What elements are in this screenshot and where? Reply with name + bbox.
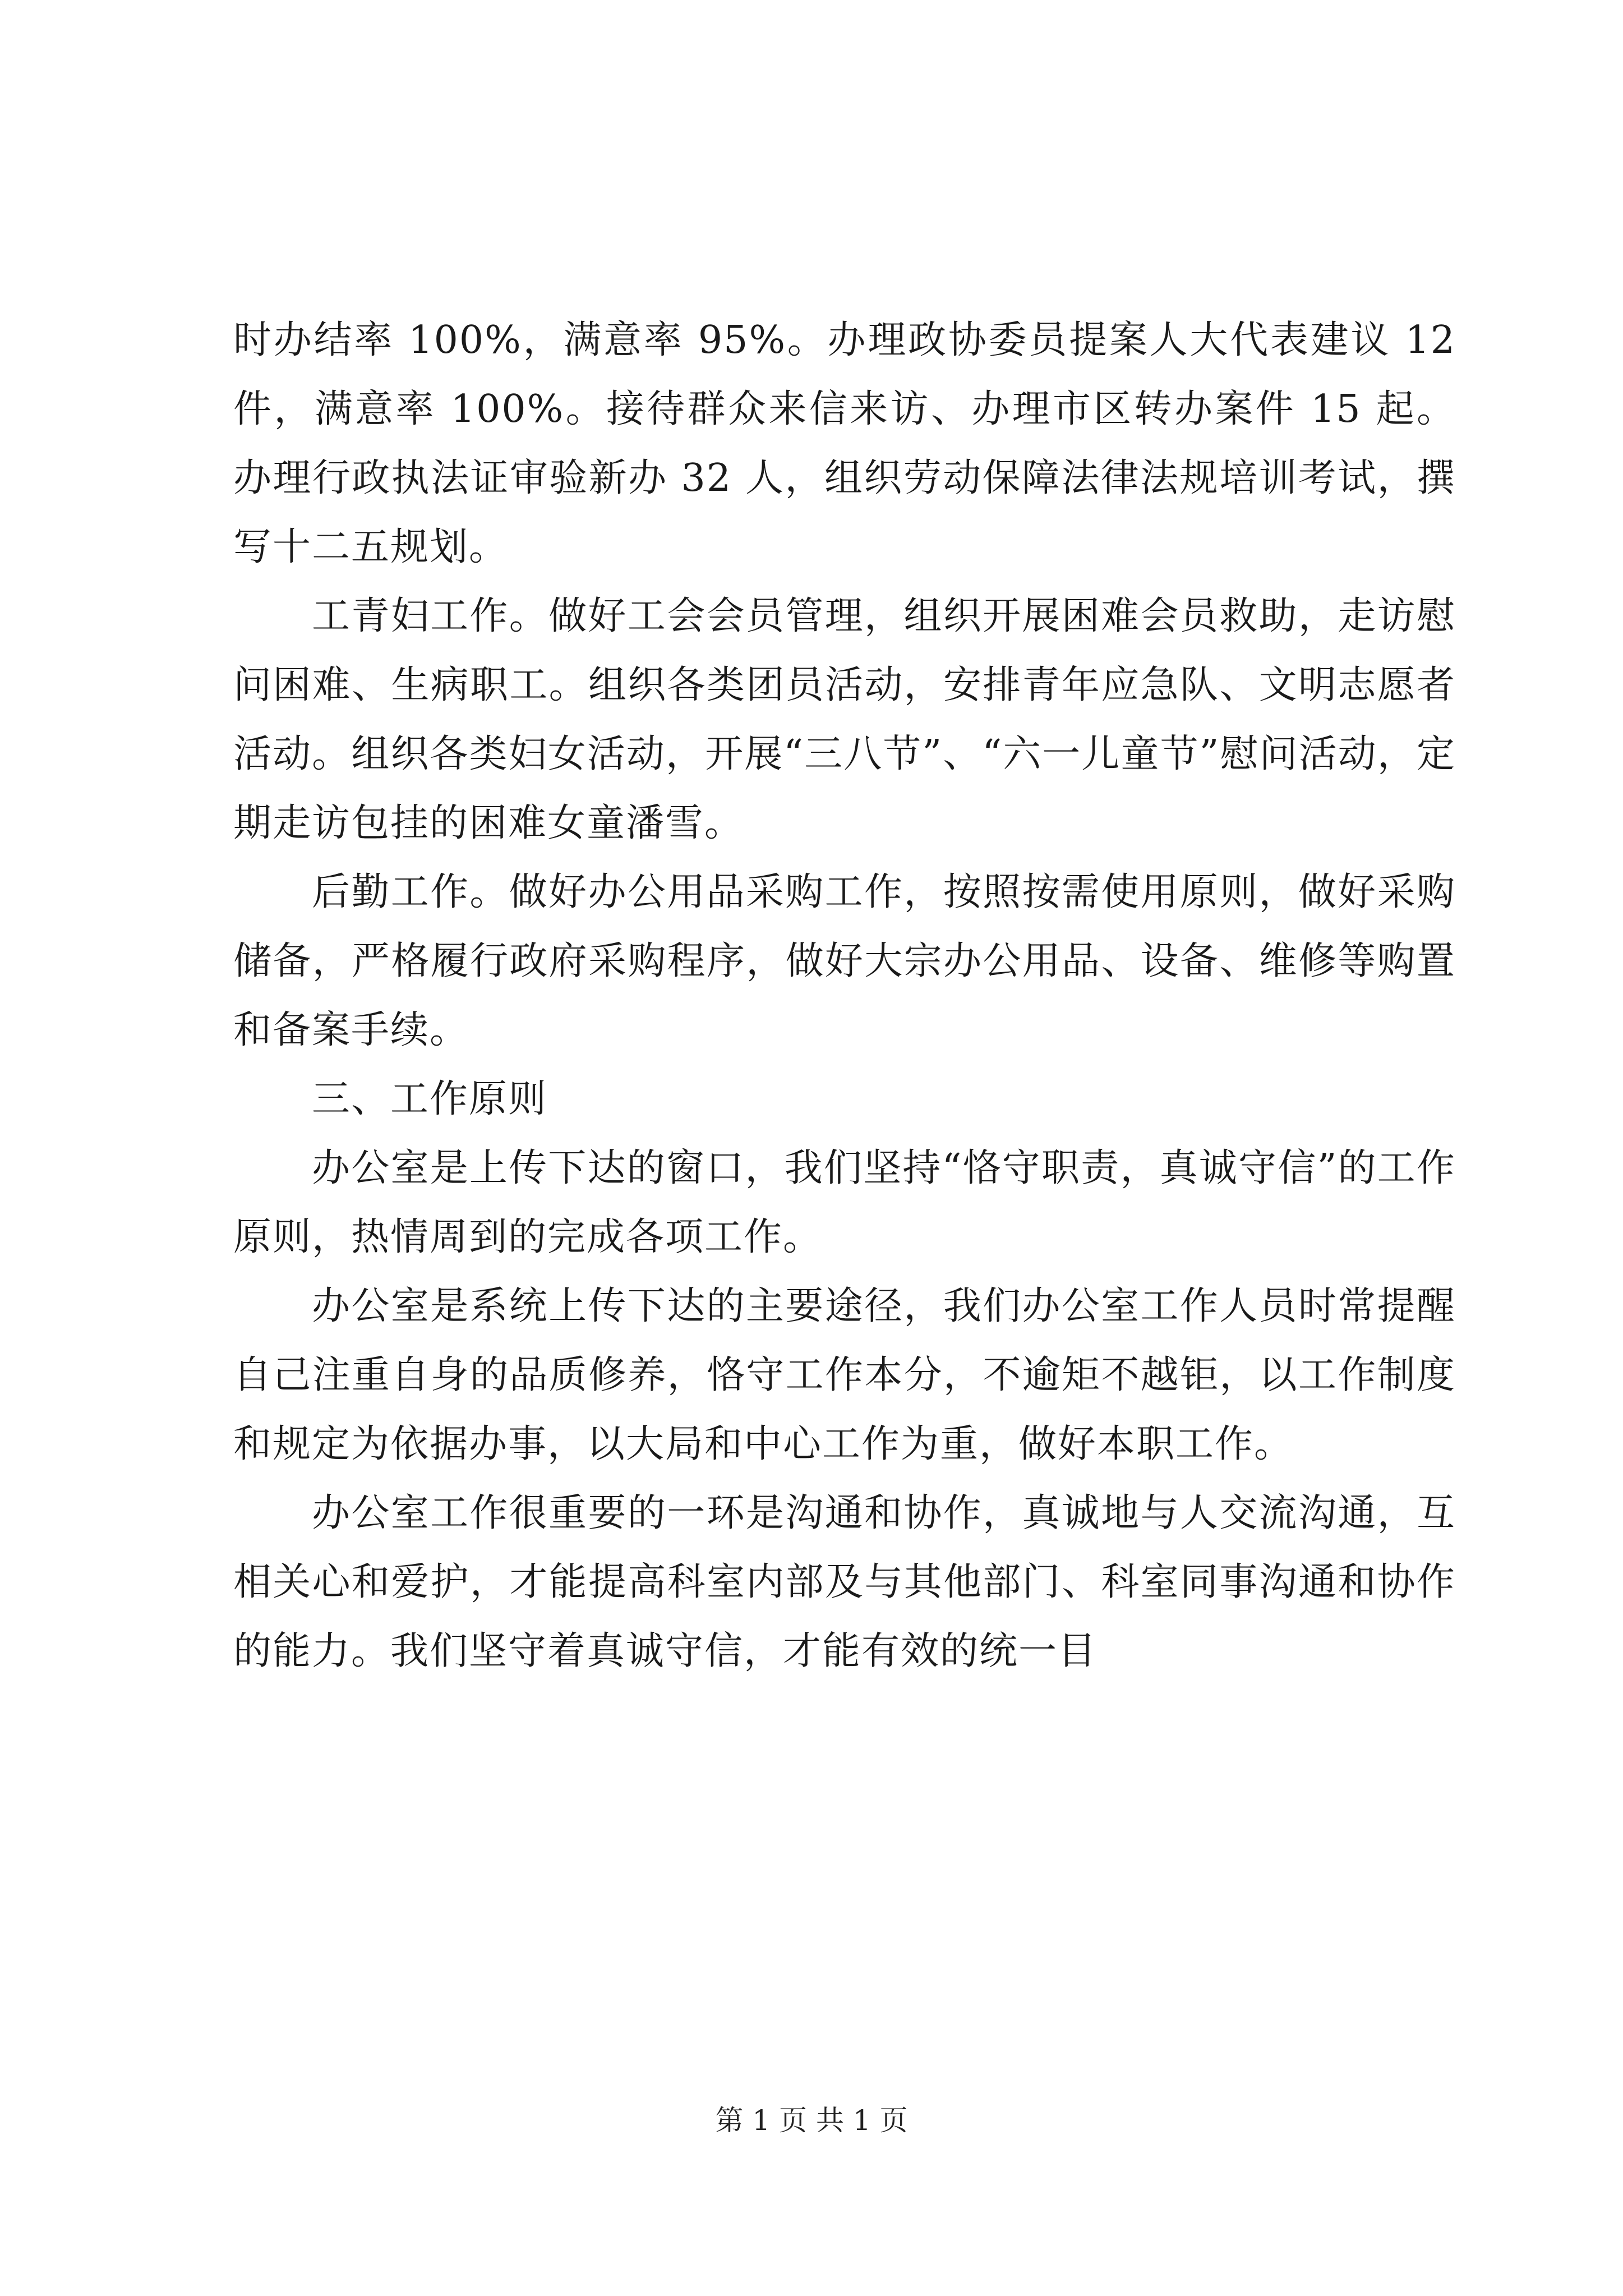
paragraph-7: 办公室工作很重要的一环是沟通和协作，真诚地与人交流沟通，互相关心和爱护，才能提高科室内部及与其他部门、科室同事沟通和协作的能力。我们坚守着真诚守信，才能有效的统一目 — [233, 1491, 1456, 1673]
paragraph-3: 后勤工作。做好办公用品采购工作，按照按需使用原则，做好采购储备，严格履行政府采购程序，做好大宗办公用品、设备、维修等购置和备案手续。 — [233, 870, 1456, 1052]
document-body — [233, 306, 1456, 1686]
paragraph-6: 办公室是系统上传下达的主要途径，我们办公室工作人员时常提醒自己注重自身的品质修养，恪守工作本分，不逾矩不越钜，以工作制度和规定为依据办事，以大局和中心工作为重，做好本职工作。 — [233, 1284, 1456, 1466]
paragraph-5: 办公室是上传下达的窗口，我们坚持“恪守职责，真诚守信”的工作原则，热情周到的完成各项工作。 — [233, 1146, 1456, 1259]
section-heading: 三、工作原则 — [312, 1077, 548, 1121]
page-footer: 第 1 页 共 1 页 — [715, 2104, 908, 2137]
paragraph-2: 工青妇工作。做好工会会员管理，组织开展困难会员救助，走访慰问困难、生病职工。组织各类团员活动，安排青年应急队、文明志愿者活动。组织各类妇女活动，开展“三八节”、“六一儿童节”慰问活动，定期走访包挂的困难女童潘雪。 — [233, 594, 1456, 845]
paragraph-1: 时办结率 100%，满意率 95%。办理政协委员提案人大代表建议 12 件，满意率 100%。接待群众来信来访、办理市区转办案件 15 起。办理行政执法证审验新办 32 人，组织劳动保障法律法规培训考试，撰写十二五规划。 — [233, 318, 1456, 569]
